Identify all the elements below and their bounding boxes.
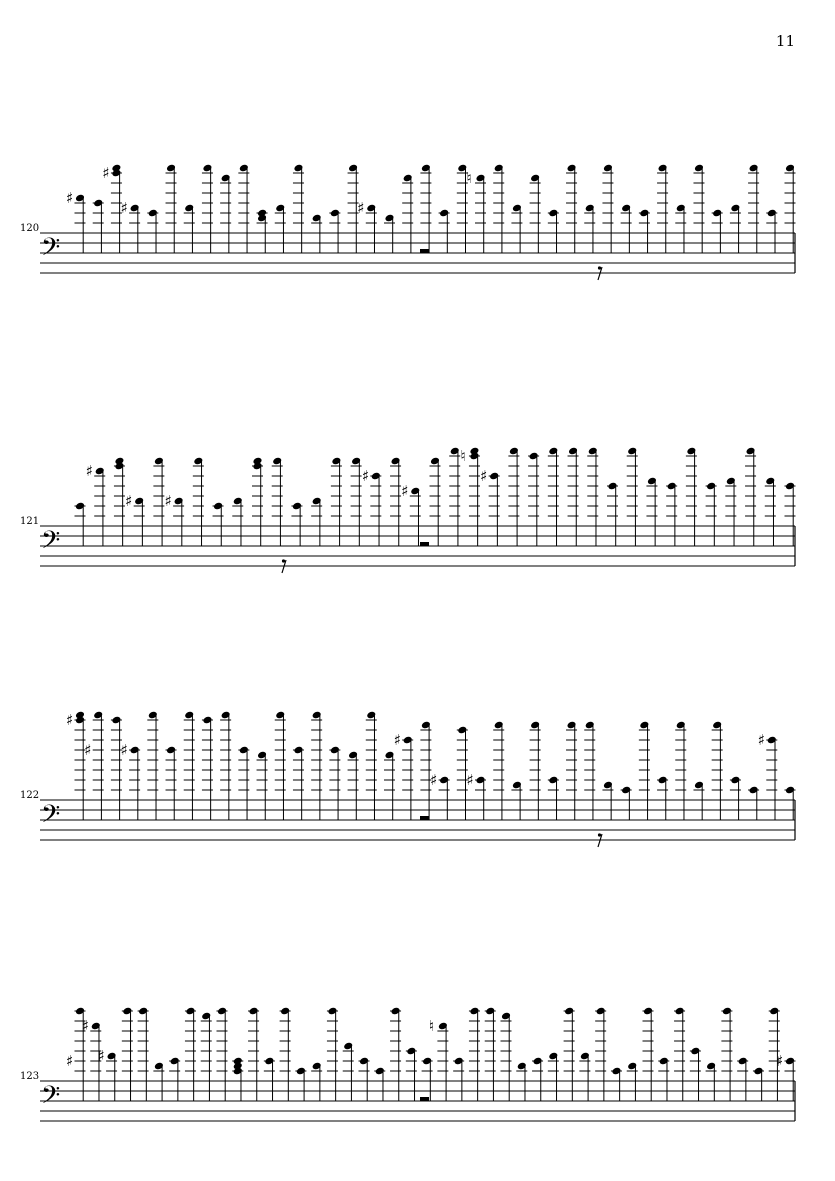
measure-number: 120 <box>20 223 40 234</box>
sharp-icon: ♯ <box>120 199 128 217</box>
sharp-icon: ♯ <box>393 731 401 749</box>
bass-clef-icon: 𝄢 <box>41 1081 61 1116</box>
measure-number: 122 <box>20 790 40 801</box>
sharp-icon: ♯ <box>480 467 488 485</box>
sharp-icon: ♯ <box>120 741 128 759</box>
half-rest-icon <box>420 816 429 820</box>
eighth-rest-dot <box>598 833 601 836</box>
sharp-icon: ♯ <box>84 741 92 759</box>
sharp-icon: ♯ <box>776 1052 784 1070</box>
sharp-icon: ♯ <box>85 462 93 480</box>
natural-icon: ♮ <box>460 447 466 465</box>
sharp-icon: ♯ <box>361 467 370 485</box>
measure-number: 121 <box>20 516 40 527</box>
sharp-icon: ♯ <box>164 492 172 510</box>
sharp-icon: ♯ <box>66 1052 74 1070</box>
sharp-icon: ♯ <box>430 771 438 789</box>
bass-clef-icon: 𝄢 <box>41 233 61 268</box>
bass-clef-icon: 𝄢 <box>41 800 61 835</box>
sharp-icon: ♯ <box>97 1047 105 1065</box>
half-rest-icon <box>420 249 429 253</box>
page-number: 11 <box>775 32 795 50</box>
sharp-icon: ♯ <box>125 492 133 510</box>
bass-clef-icon: 𝄢 <box>41 526 61 561</box>
eighth-rest-dot <box>598 266 601 269</box>
natural-icon: ♮ <box>466 169 472 187</box>
sharp-icon: ♯ <box>102 164 110 182</box>
measure-number: 123 <box>20 1071 40 1082</box>
half-rest-icon <box>420 1097 429 1101</box>
sharp-icon: ♯ <box>757 731 766 749</box>
sharp-icon: ♯ <box>66 711 74 729</box>
sharp-icon: ♯ <box>357 199 365 217</box>
sharp-icon: ♯ <box>466 771 474 789</box>
half-rest-icon <box>420 542 429 546</box>
natural-icon: ♮ <box>428 1017 435 1035</box>
sharp-icon: ♯ <box>81 1017 90 1035</box>
eighth-rest-dot <box>282 559 285 562</box>
sharp-icon: ♯ <box>401 482 409 500</box>
sharp-icon: ♯ <box>66 189 74 207</box>
